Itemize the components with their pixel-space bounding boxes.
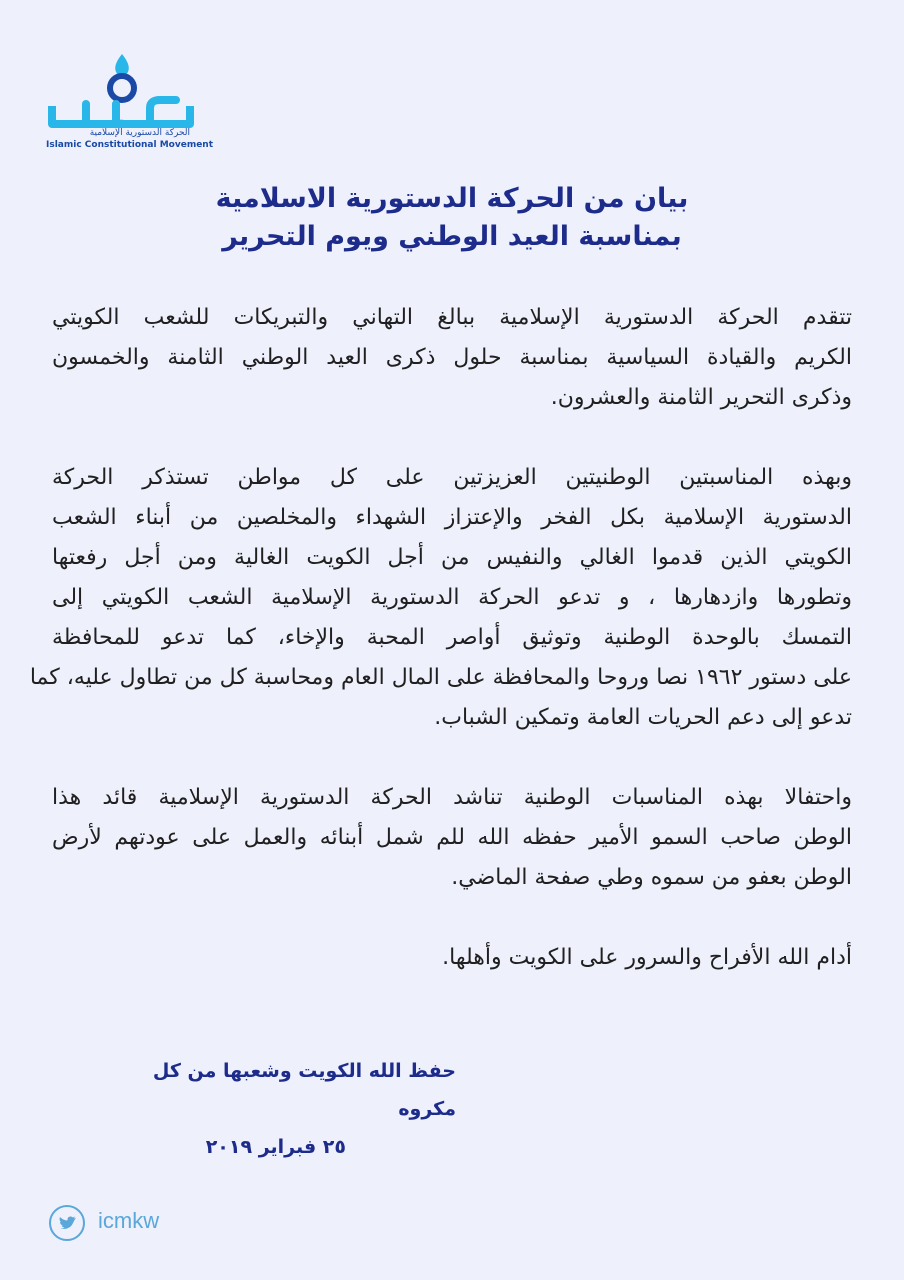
paragraph-line: تتقدم الحركة الدستورية الإسلامية ببالغ التهاني والتبريكات للشعب الكويتي	[52, 305, 852, 330]
paragraph-line: تدعو إلى دعم الحريات العامة وتمكين الشباب.	[434, 705, 852, 730]
social-footer	[48, 1204, 248, 1244]
paragraph-line: على دستور ١٩٦٢ نصا وروحا والمحافظة على المال العام ومحاسبة كل من تطاول عليه، كما	[29, 665, 852, 690]
paragraph-line: الكويتي الذين قدموا الغالي والنفيس من أجل الكويت الغالية ومن أجل رفعتها	[52, 545, 852, 570]
ic-logo-english-name: Islamic Constitutional Movement	[46, 140, 214, 150]
ic-logo	[46, 48, 214, 158]
paragraph-line: واحتفالا بهذه المناسبات الوطنية تناشد الحركة الدستورية الإسلامية قائد هذا	[52, 785, 852, 810]
statement-body	[29, 298, 852, 1018]
statement-title-line-1: بيان من الحركة الدستورية الاسلامية	[215, 183, 689, 214]
twitter-bird-icon	[48, 1204, 86, 1242]
paragraph-line: الدستورية الإسلامية بكل الفخر والإعتزاز الشهداء والمخلصين من أبناء الشعب	[52, 505, 852, 530]
statement-title	[120, 180, 784, 256]
ic-logo-mark	[46, 48, 196, 128]
paragraph-line: وتطورها وازدهارها ، و تدعو الحركة الدستورية الإسلامية الشعب الكويتي إلى	[52, 585, 852, 610]
signoff-prayer: حفظ الله الكويت وشعبها من كل مكروه	[152, 1060, 456, 1120]
statement-title-line-2: بمناسبة العيد الوطني ويوم التحرير	[222, 221, 682, 252]
paragraph-line: التمسك بالوحدة الوطنية وتوثيق أواصر المحبة والإخاء، كما تدعو للمحافظة	[52, 625, 852, 650]
paragraph-congratulations	[52, 298, 852, 418]
paragraph-appeal	[52, 778, 852, 898]
paragraph-prayer	[52, 938, 852, 978]
paragraph-line: وذكرى التحرير الثامنة والعشرون.	[550, 385, 852, 410]
twitter-handle: icmkw	[98, 1208, 160, 1233]
statement-signoff	[96, 1052, 456, 1166]
signoff-date: ٢٥ فبراير ٢٠١٩	[205, 1136, 346, 1158]
paragraph-line: وبهذه المناسبتين الوطنيتين العزيزتين على كل مواطن تستذكر الحركة	[52, 465, 852, 490]
ic-logo-wordmark: حدس	[118, 119, 124, 121]
paragraph-line: الوطن صاحب السمو الأمير حفظه الله للم شمل أبنائه والعمل على عودتهم لأرض	[52, 825, 852, 850]
paragraph-line: الكريم والقيادة السياسية بمناسبة حلول ذكرى العيد الوطني الثامنة والخمسون	[52, 345, 852, 370]
paragraph-line: أدام الله الأفراح والسرور على الكويت وأهلها.	[442, 945, 852, 970]
ic-logo-arabic-name: الحركة الدستورية الإسلامية	[89, 128, 190, 138]
paragraph-line: الوطن بعفو من سموه وطي صفحة الماضي.	[451, 865, 852, 890]
paragraph-commemoration	[29, 458, 852, 738]
